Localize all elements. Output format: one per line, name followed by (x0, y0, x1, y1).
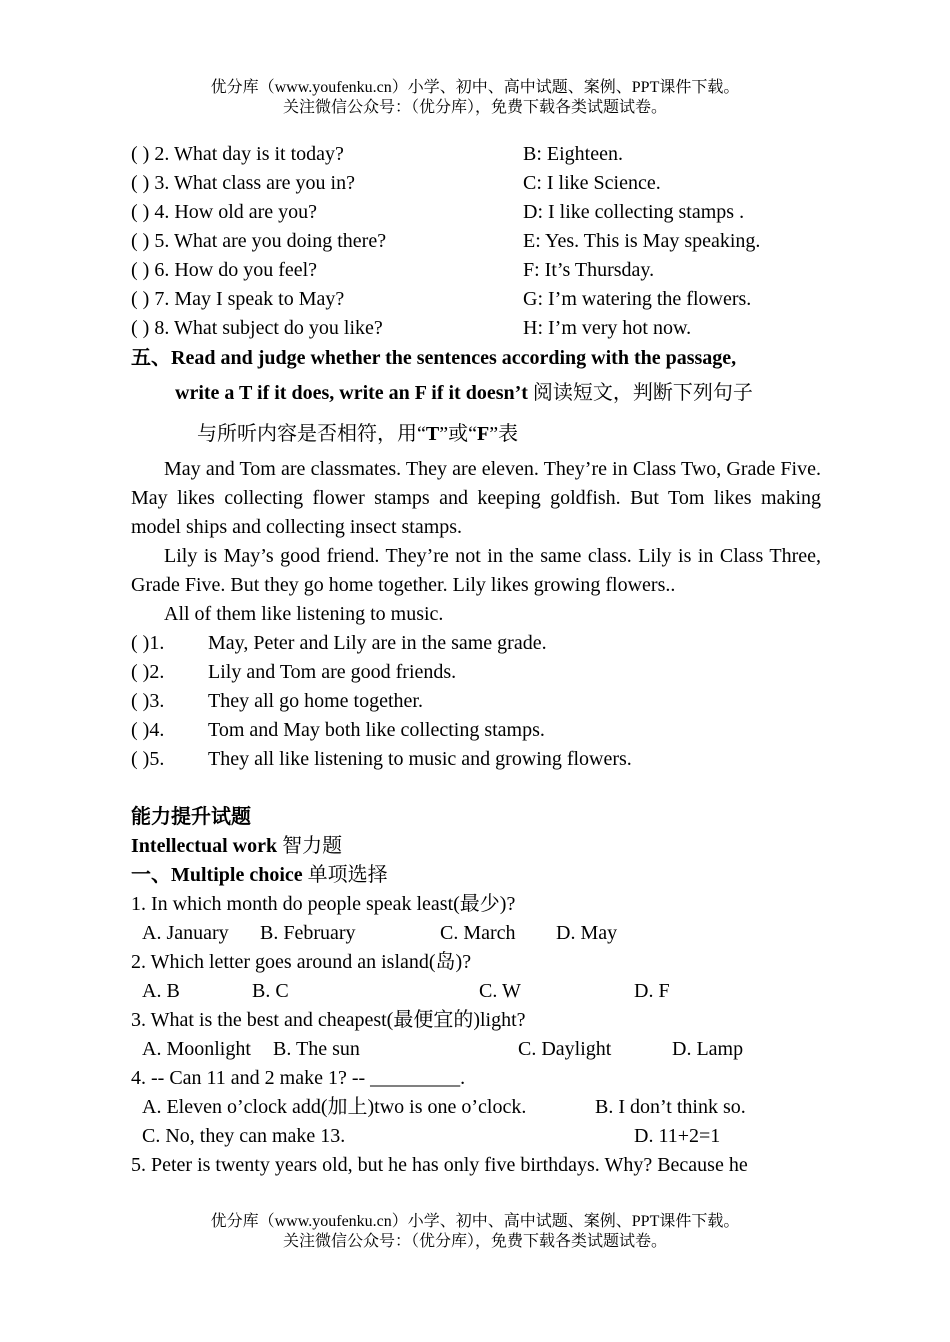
section-title-line-3 (131, 413, 821, 455)
mc-heading-cn: 单项选择 (307, 864, 388, 886)
judgement-number: ( )5. (131, 748, 165, 770)
option: C. March (440, 922, 516, 944)
section-number: 五、 (131, 347, 171, 369)
page-footer (0, 1212, 950, 1252)
matching-row (131, 169, 821, 198)
intellectual-heading-cn: 智力题 (282, 835, 343, 857)
mc-heading-en: Multiple choice (171, 864, 303, 886)
option: A. Moonlight (142, 1038, 251, 1060)
matching-answer: B: Eighteen. (523, 143, 623, 165)
section-title-cn-2b: ”或“ (439, 423, 477, 445)
option: A. January (142, 922, 229, 944)
matching-answer: F: It’s Thursday. (523, 259, 655, 281)
matching-answer: E: Yes. This is May speaking. (523, 230, 761, 252)
ability-heading: 能力提升试题 (131, 806, 251, 828)
option: D. May (556, 922, 618, 944)
matching-row (131, 285, 821, 314)
section-title-cn-2a: 与所听内容是否相符，用“ (197, 423, 426, 445)
ability-section (131, 803, 821, 1180)
option-row (131, 1093, 821, 1122)
worksheet-content (131, 140, 821, 1180)
judgement-text: Lily and Tom are good friends. (208, 661, 457, 683)
matching-question: ( ) 4. How old are you? (131, 201, 318, 223)
option: B. The sun (273, 1038, 360, 1060)
reading-section (131, 343, 821, 774)
option-row (131, 919, 821, 948)
option-row (131, 1035, 821, 1064)
option: B. C (252, 980, 289, 1002)
judgement-item (131, 687, 821, 716)
judgement-text: Tom and May both like collecting stamps. (208, 719, 545, 741)
option: C. Daylight (518, 1038, 612, 1060)
option: C. W (479, 980, 521, 1002)
section-title (131, 343, 821, 373)
matching-question: ( ) 7. May I speak to May? (131, 288, 345, 310)
passage-paragraph: Lily is May’s good friend. They’re not in the same class. Lily is in Class Three, Grade Five. But they go home together. Lily likes growing flowers.. (131, 545, 821, 596)
intellectual-heading-en: Intellectual work (131, 835, 278, 857)
judgement-item (131, 716, 821, 745)
judgement-item (131, 658, 821, 687)
spacer (131, 774, 821, 803)
mc-number: 一、 (131, 864, 171, 886)
option: A. B (142, 980, 180, 1002)
judgement-text: They all go home together. (208, 690, 423, 712)
matching-question: ( ) 6. How do you feel? (131, 259, 318, 281)
matching-section (131, 140, 821, 343)
matching-row (131, 227, 821, 256)
option: C. No, they can make 13. (142, 1125, 346, 1147)
passage-paragraph: All of them like listening to music. (164, 603, 444, 625)
passage-paragraph: May and Tom are classmates. They are eleven. They’re in Class Two, Grade Five. May likes collecting flower stamps and keeping goldfish. But Tom likes making model ships and collecting insect stamps. (131, 458, 821, 538)
matching-question: ( ) 3. What class are you in? (131, 172, 355, 194)
option: D. F (634, 980, 670, 1002)
multiple-choice-heading (131, 861, 821, 890)
option: B. I don’t think so. (595, 1096, 746, 1118)
section-title-en-1: Read and judge whether the sentences according with the passage, (171, 347, 737, 369)
judgement-number: ( )1. (131, 632, 165, 654)
section-title-en-2: write a T if it does, write an F if it doesn’t (175, 382, 528, 404)
header-line-2: 关注微信公众号：（优分库），免费下载各类试题试卷。 (282, 99, 667, 116)
judgement-number: ( )3. (131, 690, 165, 712)
footer-line-1: 优分库（www.youfenku.cn）小学、初中、高中试题、案例、PPT课件下载。 (210, 1213, 740, 1230)
judgement-item (131, 745, 821, 774)
matching-row (131, 198, 821, 227)
option-row (131, 977, 821, 1006)
judgement-item (131, 629, 821, 658)
option: B. February (260, 922, 356, 944)
matching-answer: C: I like Science. (523, 172, 661, 194)
question-text: 2. Which letter goes around an island(岛)? (131, 951, 472, 973)
option: A. Eleven o’clock add(加上)two is one o’clock. (142, 1096, 527, 1118)
option: D. 11+2=1 (634, 1125, 721, 1147)
question-text: 4. -- Can 11 and 2 make 1? -- _________. (131, 1067, 466, 1089)
judgement-text: They all like listening to music and growing flowers. (208, 748, 632, 770)
question-text: 5. Peter is twenty years old, but he has only five birthdays. Why? Because he (131, 1154, 748, 1176)
section-title-line-2 (131, 373, 821, 413)
matching-row (131, 140, 821, 169)
true-mark: T (425, 423, 440, 445)
footer-line-2: 关注微信公众号：（优分库），免费下载各类试题试卷。 (282, 1233, 667, 1250)
matching-row (131, 314, 821, 343)
judgement-text: May, Peter and Lily are in the same grade. (208, 632, 547, 654)
section-title-cn-2c: ”表 (489, 423, 519, 445)
page-header (0, 78, 950, 118)
matching-question: ( ) 8. What subject do you like? (131, 317, 383, 339)
question-text: 1. In which month do people speak least(最少)? (131, 893, 516, 915)
judgement-number: ( )4. (131, 719, 165, 741)
section-title-cn-1: 阅读短文，判断下列句子 (532, 382, 753, 404)
header-line-1: 优分库（www.youfenku.cn）小学、初中、高中试题、案例、PPT课件下载。 (210, 79, 740, 96)
question-text: 3. What is the best and cheapest(最便宜的)light? (131, 1009, 526, 1031)
matching-answer: D: I like collecting stamps . (523, 201, 745, 223)
matching-question: ( ) 2. What day is it today? (131, 143, 344, 165)
false-mark: F (477, 423, 490, 445)
option-row (131, 1122, 821, 1151)
matching-question: ( ) 5. What are you doing there? (131, 230, 387, 252)
matching-answer: H: I’m very hot now. (523, 317, 692, 339)
matching-answer: G: I’m watering the flowers. (523, 288, 752, 310)
matching-row (131, 256, 821, 285)
option: D. Lamp (672, 1038, 744, 1060)
intellectual-heading (131, 832, 821, 861)
judgement-number: ( )2. (131, 661, 165, 683)
